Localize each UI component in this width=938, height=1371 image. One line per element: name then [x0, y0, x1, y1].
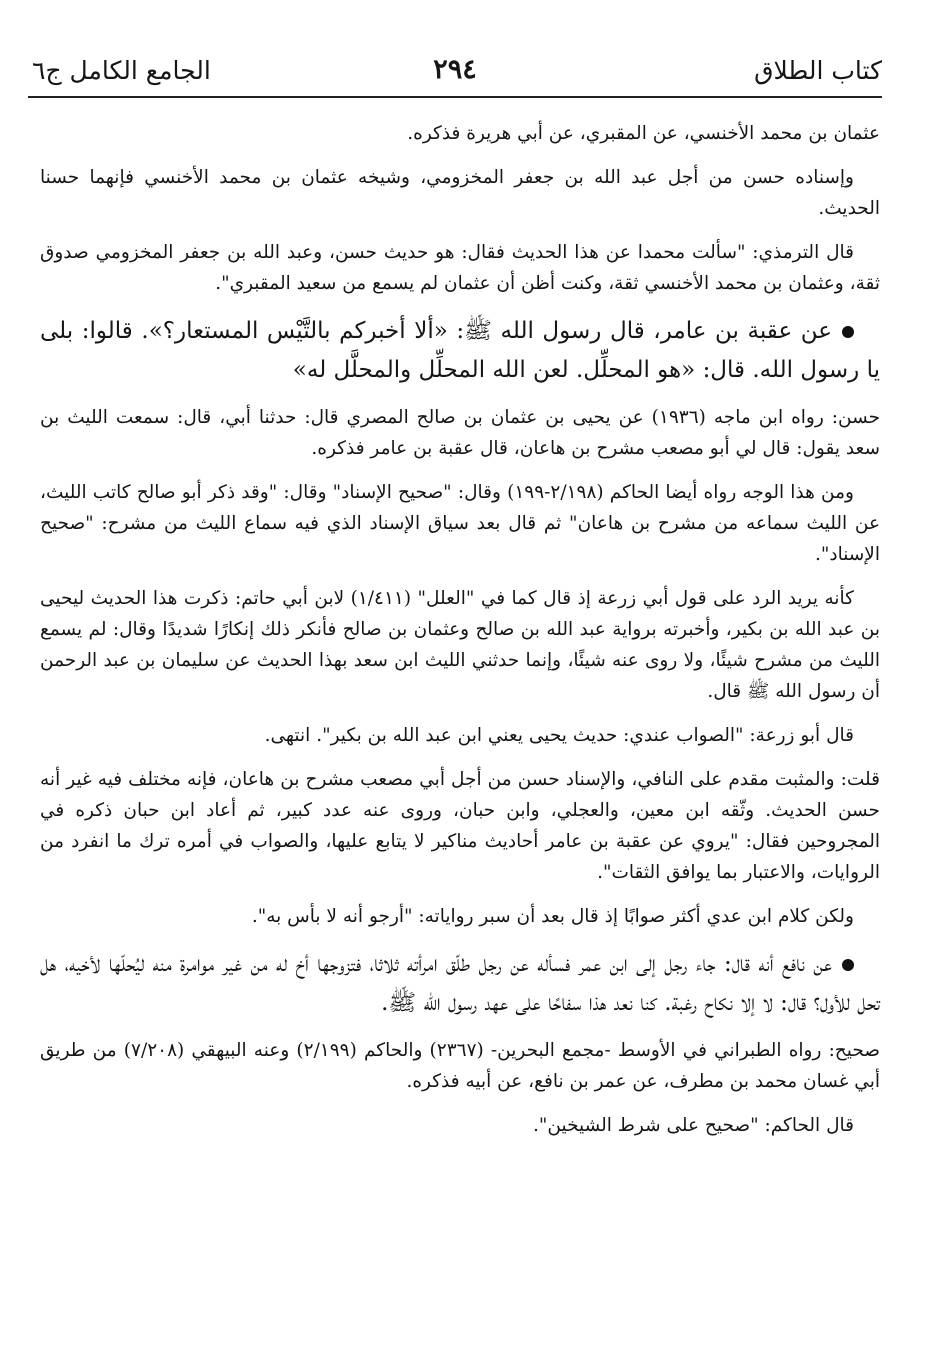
bullet-icon [842, 326, 854, 338]
takhrij-paragraph: حسن: رواه ابن ماجه (١٩٣٦) عن يحيى بن عثمان بن صالح المصري قال: حدثنا أبي، قال: سمعت الليث بن سعد يقول: قال لي أبو مصعب مشرح بن هاعان، قال عقبة بن عامر فذكره. [40, 407, 881, 459]
paragraph: عثمان بن محمد الأخنسي، عن المقبري، عن أبي هريرة فذكره. [407, 123, 880, 144]
tirmidhi-quote: قال الترمذي: "سألت محمدا عن هذا الحديث فقال: هو حديث حسن، وعبد الله بن جعفر المخزومي صدوق ثقة، وعثمان بن محمد الأخنسي ثقة، وكنت أظن أن عثمان لم يسمع من سعيد المقبري". [40, 242, 880, 294]
book-title: كتاب الطلاق [754, 56, 882, 85]
collection-title: الجامع الكامل ج٦ [32, 56, 211, 85]
bullet-icon [842, 959, 854, 971]
paragraph: وإسناده حسن من أجل عبد الله بن جعفر المخزومي، وشيخه عثمان بن محمد الأخنسي فإنهما حسنا الحديث. [40, 167, 880, 219]
paragraph: كأنه يريد الرد على قول أبي زرعة إذ قال كما في "العلل" (١/٤١١) لابن أبي حاتم: ذكرت هذا الحديث ليحيى بن عبد الله بن بكير، وأخبرته برواية عبد الله بن صالح وعثمان بن صالح فأنكر ذلك إنكارًا شديدًا وقال: لم يسمع الليث من مشرح شيئًا، ولا روى عنه شيئًا، وإنما حدثني الليث ابن سعد بهذا الحديث عن سليمان بن عبد الرحمن أن رسول الله ﷺ قال. [40, 588, 880, 702]
paragraph: قال أبو زرعة: "الصواب عندي: حديث يحيى يعني ابن عبد الله بن بكير". انتهى. [264, 725, 854, 746]
hadith-body: عن نافع أنه قال: جاء رجل إلى ابن عمر فسأله عن رجل طلّق امرأته ثلاثا، فتزوجها أخ له من غير موامرة منه ليُحلّها لأخيه، هل تحل للأول؟ قال: لا إلا نكاح رغبة. كنا نعد هذا سفاحًا على عهد رسول الله ﷺ. [40, 951, 880, 1016]
takhrij-paragraph: صحيح: رواه الطبراني في الأوسط -مجمع البحرين- (٢٣٦٧) والحاكم (٢/١٩٩) وعنه البيهقي (٧/٢٠٨) من طريق أبي غسان محمد بن مطرف، عن عمر بن نافع، عن أبيه فذكره. [40, 1040, 880, 1092]
hadith-text [40, 945, 880, 1023]
paragraph: قال الحاكم: "صحيح على شرط الشيخين". [533, 1115, 854, 1136]
running-header [28, 38, 882, 98]
paragraph: ومن هذا الوجه رواه أيضا الحاكم (٢/١٩٨-١٩٩) وقال: "صحيح الإسناد" وقال: "وقد ذكر أبو صالح كاتب الليث، عن الليث سماعه من مشرح بن هاعان" ثم قال بعد سياق الإسناد الذي فيه سماع الليث من مشرح: "صحيح الإسناد". [40, 482, 880, 565]
paragraph: قلت: والمثبت مقدم على النافي، والإسناد حسن من أجل أبي مصعب مشرح بن هاعان، فإنه مختلف فيه غير أنه حسن الحديث. وثّقه ابن معين، والعجلي، وابن حبان، وروى عنه عدد كبير، ثم أعاد ابن حبان ذكره في المجروحين فقال: "يروي عن عقبة بن عامر أحاديث مناكير لا يتابع عليها، والصواب في أمره ترك ما انفرد من الروايات، والاعتبار بما يوافق الثقات". [40, 769, 880, 883]
hadith-text [40, 312, 880, 390]
page-body [40, 118, 880, 1154]
page-number: ٢٩٤ [433, 54, 477, 85]
paragraph: ولكن كلام ابن عدي أكثر صوابًا إذ قال بعد أن سبر رواياته: "أرجو أنه لا بأس به". [251, 906, 854, 927]
hadith-body: عن عقبة بن عامر، قال رسول الله ﷺ: «ألا أخبركم بالتَّيْس المستعار؟». قالوا: بلى يا رسول الله. قال: «هو المحلِّل. لعن الله المحلِّل والمحلَّل له» [40, 318, 880, 383]
